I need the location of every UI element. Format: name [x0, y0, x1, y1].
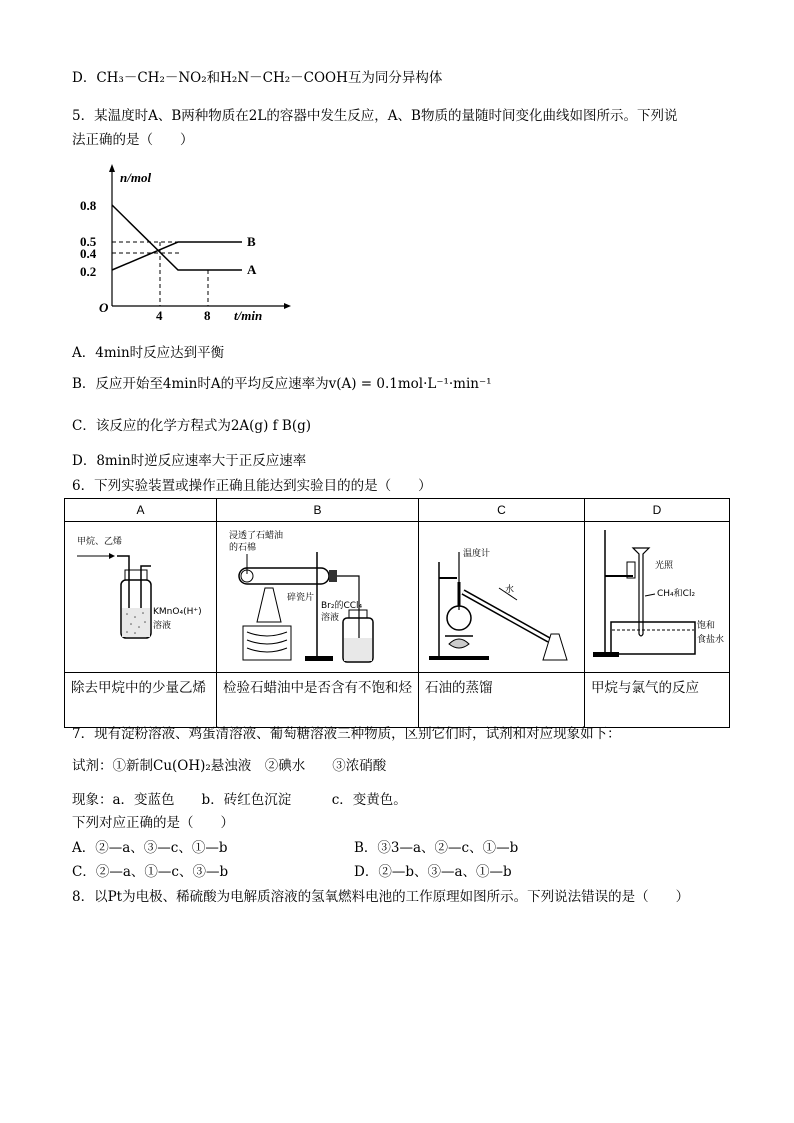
label-oil-1: 浸透了石蜡油 [229, 531, 284, 541]
cracking-apparatus-diagram [217, 522, 419, 672]
label-ch4-cl2: CH₄和Cl₂ [657, 589, 696, 599]
ytick-0-5: 0.5 [80, 234, 97, 249]
ytick-0-4: 0.4 [80, 246, 97, 261]
xtick-4: 4 [156, 308, 163, 323]
series-a-line [112, 205, 242, 270]
y-axis-label: n/mol [120, 170, 152, 185]
q5-stem-line2: 法正确的是（ ） [72, 132, 194, 148]
label-brine-2: 食盐水 [697, 635, 725, 645]
q5-option-a: A．4min时反应达到平衡 [72, 345, 225, 361]
label-brine-1: 饱和 [697, 621, 716, 631]
label-light: 光照 [655, 561, 674, 571]
q5-stem-line1: 5．某温度时A、B两种物质在2L的容器中发生反应，A、B物质的量随时间变化曲线如图所示。下列说 [72, 108, 678, 124]
series-a-label: A [247, 262, 257, 277]
ytick-0-2: 0.2 [80, 264, 97, 279]
apparatus-a [65, 522, 217, 673]
q8-stem: 8．以Pt为电极、稀硫酸为电解质溶液的氢氧燃料电池的工作原理如图所示。下列说法错误的是（ ） [72, 889, 690, 905]
label-solution: 溶液 [153, 621, 172, 631]
x-axis-label: t/min [234, 308, 263, 323]
apparatus-d [585, 522, 730, 673]
xtick-8: 8 [204, 308, 211, 323]
header-d: D [585, 499, 730, 522]
q7-stem: 7．现有淀粉溶液、鸡蛋清溶液、葡萄糖溶液三种物质，区别它们时，试剂和对应现象如下： [72, 726, 621, 742]
caption-c: 石油的蒸馏 [419, 673, 585, 728]
series-b-line [112, 242, 242, 270]
q4-option-d: D．CH₃－CH₂－NO₂和H₂N－CH₂－COOH互为同分异构体 [72, 70, 443, 86]
gas-wash-bottle-diagram [65, 522, 217, 672]
label-gas: 甲烷、乙烯 [77, 537, 123, 547]
header-c: C [419, 499, 585, 522]
distillation-diagram [419, 522, 585, 672]
series-b-label: B [247, 234, 256, 249]
q7-option-a: A．②—a、③—c、①—b [72, 840, 228, 856]
label-bromine-1: Br₂的CCl₄ [321, 601, 363, 611]
q5-graph [80, 160, 294, 330]
label-oil-2: 的石棉 [229, 543, 257, 553]
header-b: B [217, 499, 419, 522]
caption-a: 除去甲烷中的少量乙烯 [65, 673, 217, 728]
q7-reagents: 试剂：①新制Cu(OH)₂悬浊液 ②碘水 ③浓硝酸 [72, 758, 387, 774]
label-thermometer: 温度计 [463, 549, 491, 559]
q6-stem: 6．下列实验装置或操作正确且能达到实验目的的是（ ） [72, 478, 432, 494]
q7-option-b: B．③3—a、②—c、①—b [354, 840, 519, 856]
caption-b: 检验石蜡油中是否含有不饱和烃 [217, 673, 419, 728]
q7-ask: 下列对应正确的是（ ） [72, 815, 234, 831]
ytick-0-8: 0.8 [80, 198, 97, 213]
label-bromine-2: 溶液 [321, 613, 340, 623]
label-water: 水 [505, 585, 515, 595]
q5-option-d: D．8min时逆反应速率大于正反应速率 [72, 453, 307, 469]
q5-option-b: B．反应开始至4min时A的平均反应速率为v(A) = 0.1mol·L⁻¹·min⁻¹ [72, 376, 492, 392]
q6-apparatus-table [64, 498, 730, 728]
origin-label: O [99, 300, 109, 315]
methane-chlorine-diagram [585, 522, 730, 672]
apparatus-c [419, 522, 585, 673]
q7-phenomena: 现象：a．变蓝色 b．砖红色沉淀 c．变黄色。 [72, 792, 407, 808]
label-chips: 碎瓷片 [287, 593, 315, 603]
label-reagent: KMnO₄(H⁺) [153, 607, 202, 617]
caption-d: 甲烷与氯气的反应 [585, 673, 730, 728]
q5-option-c: C．该反应的化学方程式为2A(g) f B(g) [72, 418, 312, 434]
q7-option-d: D．②—b、③—a、①—b [354, 864, 512, 880]
header-a: A [65, 499, 217, 522]
apparatus-b [217, 522, 419, 673]
q7-option-c: C．②—a、①—c、③—b [72, 864, 229, 880]
